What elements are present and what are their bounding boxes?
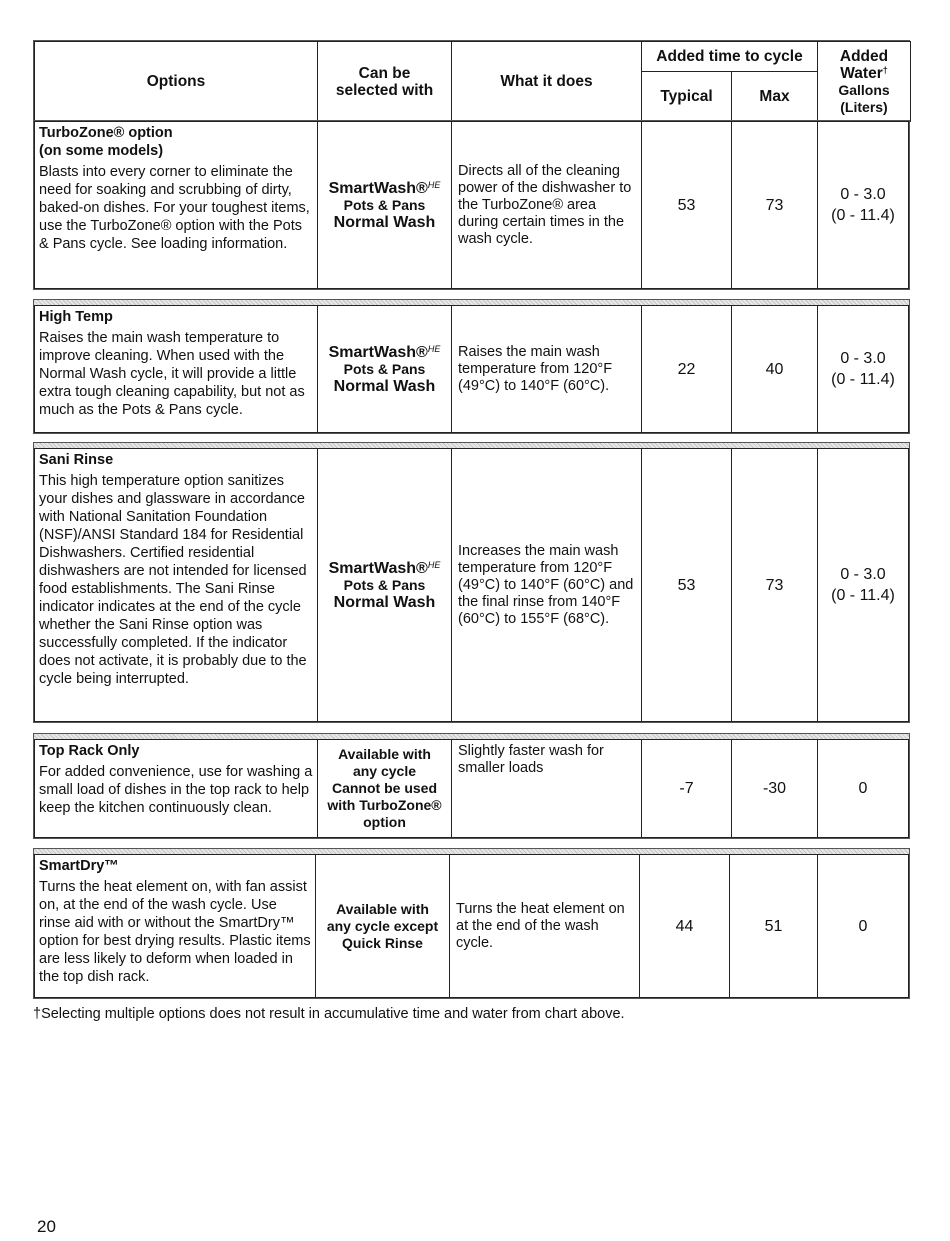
option-title: TurboZone® option (on some models) [39,125,173,159]
water-cell [817,739,909,838]
typical-value: 53 [677,196,696,214]
sel-line: SmartWash® [328,559,428,577]
sel-line: Normal Wash [333,213,436,231]
sel-sup: HE [427,179,441,190]
header-typical [641,71,732,122]
header-options-label: Options [146,73,206,90]
selectable-with-cell [315,854,450,998]
sel-line: option [363,814,406,830]
sel-line: Pots & Pans [343,360,426,377]
water-gallons: 0 - 3.0 [840,350,886,367]
water-gallons: 0 [858,780,868,797]
sel-line: SmartWash® [328,179,428,197]
option-cell [34,121,318,289]
what-text: Increases the main wash temperature from 120°F (49°C) to 140°F (60°C) and the final rinse from 140°F (60°C) to 155°F (68°C). [458,542,634,627]
what-it-does-cell [449,854,640,998]
max-value: -30 [762,780,787,797]
sel-line: any cycle [352,763,417,779]
footnote: †Selecting multiple options does not result in accumulative time and water from chart above. [33,1006,625,1022]
sel-line: SmartWash® [328,343,428,361]
sel-line: Normal Wash [333,377,436,395]
header-what-it-does-label: What it does [500,73,593,90]
selectable-with-cell [317,305,452,433]
option-title: Sani Rinse [39,452,114,468]
water-cell [817,305,909,433]
option-title: SmartDry™ [39,858,119,874]
max-value: 51 [764,917,783,935]
typical-cell [641,448,732,722]
header-liters: (Liters) [840,98,888,115]
sel-sup: HE [427,343,441,354]
max-cell [729,854,818,998]
header-typical-label: Typical [660,88,713,105]
max-cell [731,739,818,838]
water-gallons: 0 - 3.0 [840,566,886,583]
option-row [33,733,910,839]
what-text: Raises the main wash temperature from 120°F (49°C) to 140°F (60°C). [458,343,613,394]
option-row [33,442,910,723]
option-cell [34,854,316,998]
option-row [33,120,910,290]
option-cell [34,739,318,838]
what-it-does-cell [451,305,642,433]
header-what-it-does [451,41,642,122]
max-cell [731,305,818,433]
header-can-be-selected [317,41,452,122]
water-gallons: 0 [858,917,868,935]
option-cell [34,305,318,433]
selectable-with-cell [317,739,452,838]
option-description: This high temperature option sanitizes your dishes and glassware in accordance with National Sanitation Foundation (NSF)/ANSI Standard 184 for Residential Dishwashers. Certified residential dishwashers are not intended for licensed food establishments. The Sani Rinse indicator indicates at the end of the cycle whether the Sani Rinse option was successfully completed. If the indicator does not activate, it is probably due to the cycle being interrupted. [39,473,307,687]
typical-value: -7 [679,780,694,797]
table-header [33,40,910,121]
sel-line: with TurboZone® [327,797,442,813]
option-row [33,848,910,999]
what-it-does-cell [451,121,642,289]
max-cell [731,121,818,289]
water-cell [817,448,909,722]
header-added-time-label: Added time to cycle [656,48,803,65]
typical-cell [639,854,730,998]
water-cell [817,854,909,998]
sel-line: Pots & Pans [343,576,426,593]
header-max-label: Max [759,88,790,105]
water-gallons: 0 - 3.0 [840,186,886,203]
water-liters: (0 - 11.4) [831,587,895,604]
option-title: High Temp [39,309,113,325]
header-max [731,71,818,122]
option-row [33,299,910,434]
water-cell [817,121,909,289]
selectable-with-cell [317,121,452,289]
water-liters: (0 - 11.4) [831,371,895,388]
option-title: Top Rack Only [39,743,140,759]
what-it-does-cell [451,739,642,838]
sel-sup: HE [427,559,441,570]
max-value: 73 [765,196,784,214]
sel-line: Available with [336,900,429,917]
header-gallons: Gallons [838,81,890,98]
option-description: Raises the main wash temperature to improve cleaning. When used with the Normal Wash cycle, it will provide a little extra tough cleaning capability, but not as much as the Pots & Pans cycle. [39,330,305,418]
water-liters: (0 - 11.4) [831,207,895,224]
typical-cell [641,739,732,838]
option-description: For added convenience, use for washing a small load of dishes in the top rack to help keep the kitchen continuously clean. [39,764,313,816]
option-description: Turns the heat element on, with fan assist on, at the end of the wash cycle. Use rinse aid with or without the SmartDry™ option for best drying results. Plastic items are less likely to deform when loaded in the top dish rack. [39,879,311,985]
selectable-with-cell [317,448,452,722]
typical-value: 53 [677,576,696,594]
what-text: Directs all of the cleaning power of the dishwasher to the TurboZone® area during certain times in the wash cycle. [458,162,632,247]
max-value: 73 [765,576,784,594]
max-cell [731,448,818,722]
option-cell [34,448,318,722]
header-can-be-selected-label: Can be selected with [335,64,434,99]
typical-cell [641,305,732,433]
header-added-time [641,41,818,72]
sel-line: Quick Rinse [342,934,423,951]
sel-line: Pots & Pans [343,196,426,213]
sel-line: Available with [338,746,431,762]
sel-line: any cycle except [326,917,439,934]
typical-value: 22 [677,360,696,378]
what-it-does-cell [451,448,642,722]
header-added-water [817,41,911,122]
header-added-water-line1: Added [839,47,889,65]
sel-line: Normal Wash [333,593,436,611]
header-added-water-line2: Water [840,64,883,82]
what-text: Turns the heat element on at the end of the wash cycle. [456,900,625,951]
sel-line: Cannot be used [331,780,437,796]
header-dagger: † [882,64,888,75]
typical-cell [641,121,732,289]
page-number: 20 [37,1217,56,1236]
option-description: Blasts into every corner to eliminate the need for soaking and scrubbing of dirty, baked-on dishes. For your toughest items, use the TurboZone® option with the Pots & Pans cycle. See loading information. [39,164,310,252]
what-text: Slightly faster wash for smaller loads [458,743,604,776]
header-options [34,41,318,122]
max-value: 40 [765,360,784,378]
typical-value: 44 [675,917,694,935]
